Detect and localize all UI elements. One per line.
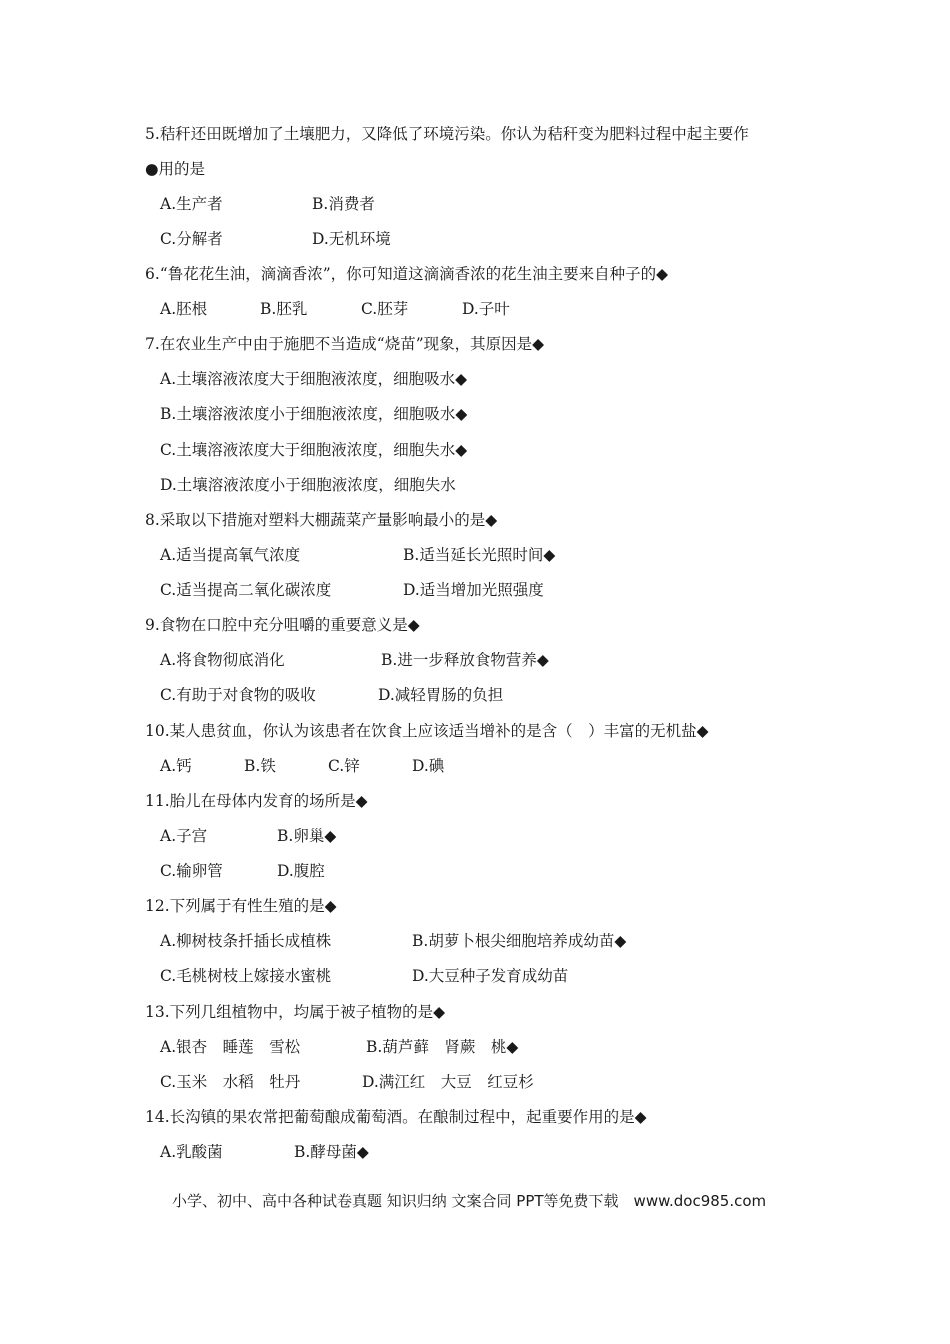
- question-7-option-c: C.土壤溶液浓度大于细胞液浓度，细胞失水◆: [160, 441, 468, 459]
- question-13-option-d: D.满江红 大豆 红豆杉: [362, 1073, 534, 1091]
- question-14-option-a: A.乳酸菌: [160, 1143, 223, 1161]
- question-6-option-c: C.胚芽: [361, 300, 409, 318]
- question-5-option-b: B.消费者: [312, 195, 375, 213]
- question-10-option-b: B.铁: [244, 757, 276, 775]
- question-7-option-b: B.土壤溶液浓度小于细胞液浓度，细胞吸水◆: [160, 405, 468, 423]
- question-10-option-a: A.钙: [160, 757, 192, 775]
- question-5-option-d: D.无机环境: [312, 230, 391, 248]
- question-13-option-c: C.玉米 水稻 牡丹: [160, 1073, 301, 1091]
- question-12-option-c: C.毛桃树枝上嫁接水蜜桃: [160, 967, 332, 985]
- question-11-option-d: D.腹腔: [277, 862, 325, 880]
- question-7-stem: 7.在农业生产中由于施肥不当造成“烧苗”现象，其原因是◆: [145, 335, 545, 353]
- question-6-option-d: D.子叶: [462, 300, 510, 318]
- question-11-option-b: B.卵巢◆: [277, 827, 337, 845]
- page-footer: 小学、初中、高中各种试卷真题 知识归纳 文案合同 PPT等免费下载 www.doc985.com: [172, 1192, 767, 1210]
- question-11-option-c: C.输卵管: [160, 862, 223, 880]
- question-12-option-a: A.柳树枝条扦插长成植株: [160, 932, 332, 950]
- question-6-option-b: B.胚乳: [260, 300, 308, 318]
- question-7-option-d: D.土壤溶液浓度小于细胞液浓度，细胞失水: [160, 476, 456, 494]
- question-5-stem: 5.秸秆还田既增加了土壤肥力，又降低了环境污染。你认为秸秆变为肥料过程中起主要作: [145, 125, 749, 143]
- question-9-option-a: A.将食物彻底消化: [160, 651, 285, 669]
- question-5-option-a: A.生产者: [160, 195, 223, 213]
- question-14-stem: 14.长沟镇的果农常把葡萄酿成葡萄酒。在酿制过程中，起重要作用的是◆: [145, 1108, 647, 1126]
- question-12-option-d: D.大豆种子发育成幼苗: [412, 967, 569, 985]
- question-9-option-b: B.进一步释放食物营养◆: [381, 651, 549, 669]
- question-9-option-c: C.有助于对食物的吸收: [160, 686, 316, 704]
- question-11-option-a: A.子宫: [160, 827, 208, 845]
- question-8-option-c: C.适当提高二氧化碳浓度: [160, 581, 332, 599]
- question-5-option-c: C.分解者: [160, 230, 223, 248]
- question-11-stem: 11.胎儿在母体内发育的场所是◆: [145, 792, 368, 810]
- question-6-stem: 6.“鲁花花生油，滴滴香浓”，你可知道这滴滴香浓的花生油主要来自种子的◆: [145, 265, 669, 283]
- question-13-stem: 13.下列几组植物中，均属于被子植物的是◆: [145, 1003, 446, 1021]
- question-12-stem: 12.下列属于有性生殖的是◆: [145, 897, 337, 915]
- question-8-option-d: D.适当增加光照强度: [403, 581, 544, 599]
- question-14-option-b: B.酵母菌◆: [294, 1143, 369, 1161]
- question-12-option-b: B.胡萝卜根尖细胞培养成幼苗◆: [412, 932, 627, 950]
- question-13-option-a: A.银杏 睡莲 雪松: [160, 1038, 301, 1056]
- question-13-option-b: B.葫芦藓 肾蕨 桃◆: [366, 1038, 519, 1056]
- question-7-option-a: A.土壤溶液浓度大于细胞液浓度，细胞吸水◆: [160, 370, 468, 388]
- question-9-stem: 9.食物在口腔中充分咀嚼的重要意义是◆: [145, 616, 420, 634]
- question-8-option-b: B.适当延长光照时间◆: [403, 546, 556, 564]
- question-10-stem: 10.某人患贫血，你认为该患者在饮食上应该适当增补的是含（ ）丰富的无机盐◆: [145, 722, 709, 740]
- question-10-option-c: C.锌: [328, 757, 360, 775]
- question-9-option-d: D.减轻胃肠的负担: [378, 686, 504, 704]
- question-8-option-a: A.适当提高氧气浓度: [160, 546, 301, 564]
- question-6-option-a: A.胚根: [160, 300, 208, 318]
- question-8-stem: 8.采取以下措施对塑料大棚蔬菜产量影响最小的是◆: [145, 511, 498, 529]
- question-5-stem-cont: ●用的是: [145, 160, 206, 178]
- question-10-option-d: D.碘: [412, 757, 445, 775]
